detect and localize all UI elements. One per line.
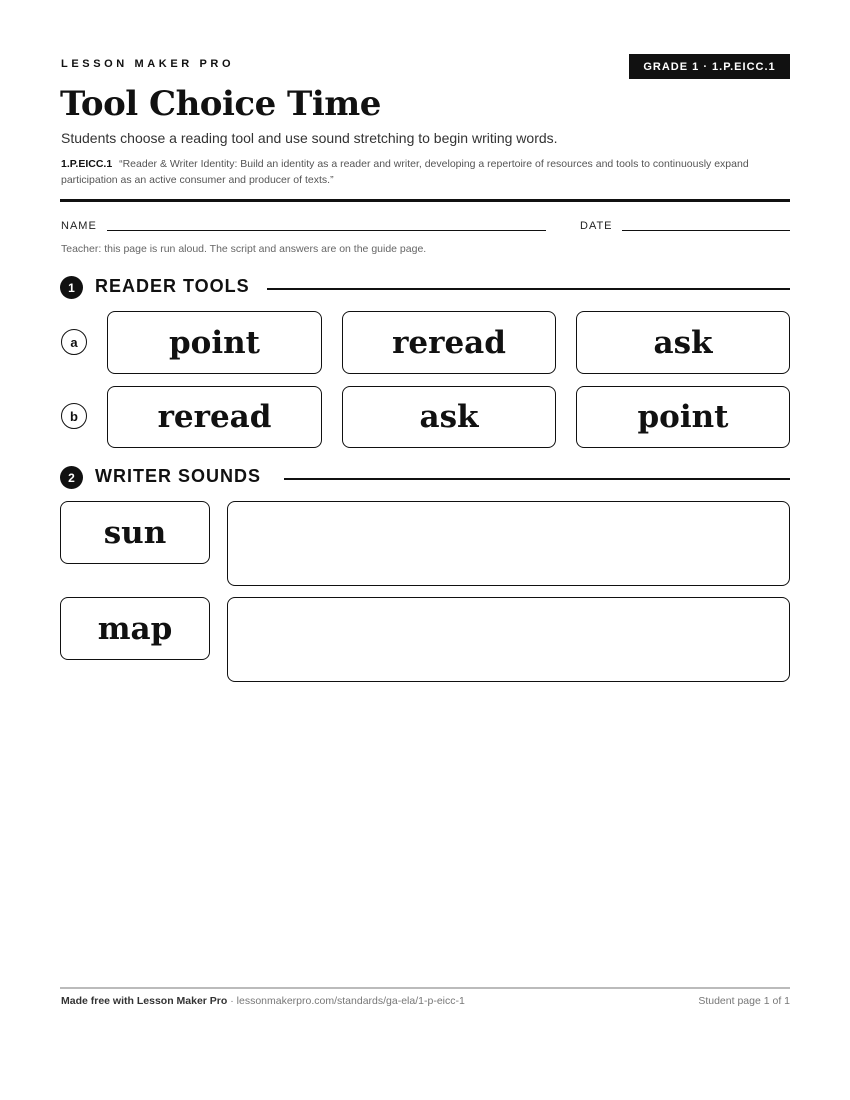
name-label: NAME bbox=[61, 220, 97, 232]
footer-made-with: Made free with Lesson Maker Pro bbox=[61, 995, 228, 1007]
tool-card-reread[interactable]: reread bbox=[342, 311, 556, 374]
tool-card-reread[interactable]: reread bbox=[107, 386, 322, 448]
word-card-map: map bbox=[60, 597, 210, 660]
page-subtitle: Students choose a reading tool and use sound stretching to begin writing words. bbox=[61, 130, 558, 146]
word-card-sun: sun bbox=[60, 501, 210, 564]
tool-card-ask[interactable]: ask bbox=[342, 386, 556, 448]
footer-credit bbox=[61, 995, 465, 1007]
date-field[interactable] bbox=[622, 230, 790, 231]
footer-divider bbox=[60, 987, 790, 989]
standard-description bbox=[61, 156, 791, 188]
name-field[interactable] bbox=[107, 230, 546, 231]
brand-wordmark: LESSON MAKER PRO bbox=[61, 58, 235, 70]
date-label: DATE bbox=[580, 220, 613, 232]
section-rule bbox=[267, 288, 790, 290]
tool-card-ask[interactable]: ask bbox=[576, 311, 790, 374]
footer-page-number: Student page 1 of 1 bbox=[698, 995, 790, 1007]
footer-link[interactable]: · lessonmakerpro.com/standards/ga-ela/1-p-eicc-1 bbox=[227, 995, 465, 1007]
row-label-b: b bbox=[61, 403, 87, 429]
row-label-a: a bbox=[61, 329, 87, 355]
tool-card-point[interactable]: point bbox=[576, 386, 790, 448]
writing-box[interactable] bbox=[227, 501, 790, 586]
standard-text: “Reader & Writer Identity: Build an identity as a reader and writer, developing a repertoire of resources and tools to continuously expand participation as an active consumer and producer of texts.” bbox=[61, 158, 749, 186]
section-title: WRITER SOUNDS bbox=[95, 466, 261, 486]
section-number-badge: 1 bbox=[60, 276, 83, 299]
standard-code: 1.P.EICC.1 bbox=[61, 158, 113, 170]
section-number-badge: 2 bbox=[60, 466, 83, 489]
header-divider bbox=[60, 199, 790, 202]
section-writer-sounds-header bbox=[60, 465, 790, 489]
page-title: Tool Choice Time bbox=[60, 84, 381, 124]
section-rule bbox=[284, 478, 790, 480]
tool-card-point[interactable]: point bbox=[107, 311, 322, 374]
section-reader-tools-header bbox=[60, 275, 790, 299]
teacher-note: Teacher: this page is run aloud. The script and answers are on the guide page. bbox=[61, 243, 427, 255]
section-title: READER TOOLS bbox=[95, 276, 250, 296]
writing-box[interactable] bbox=[227, 597, 790, 682]
grade-badge: GRADE 1 · 1.P.EICC.1 bbox=[629, 54, 790, 79]
